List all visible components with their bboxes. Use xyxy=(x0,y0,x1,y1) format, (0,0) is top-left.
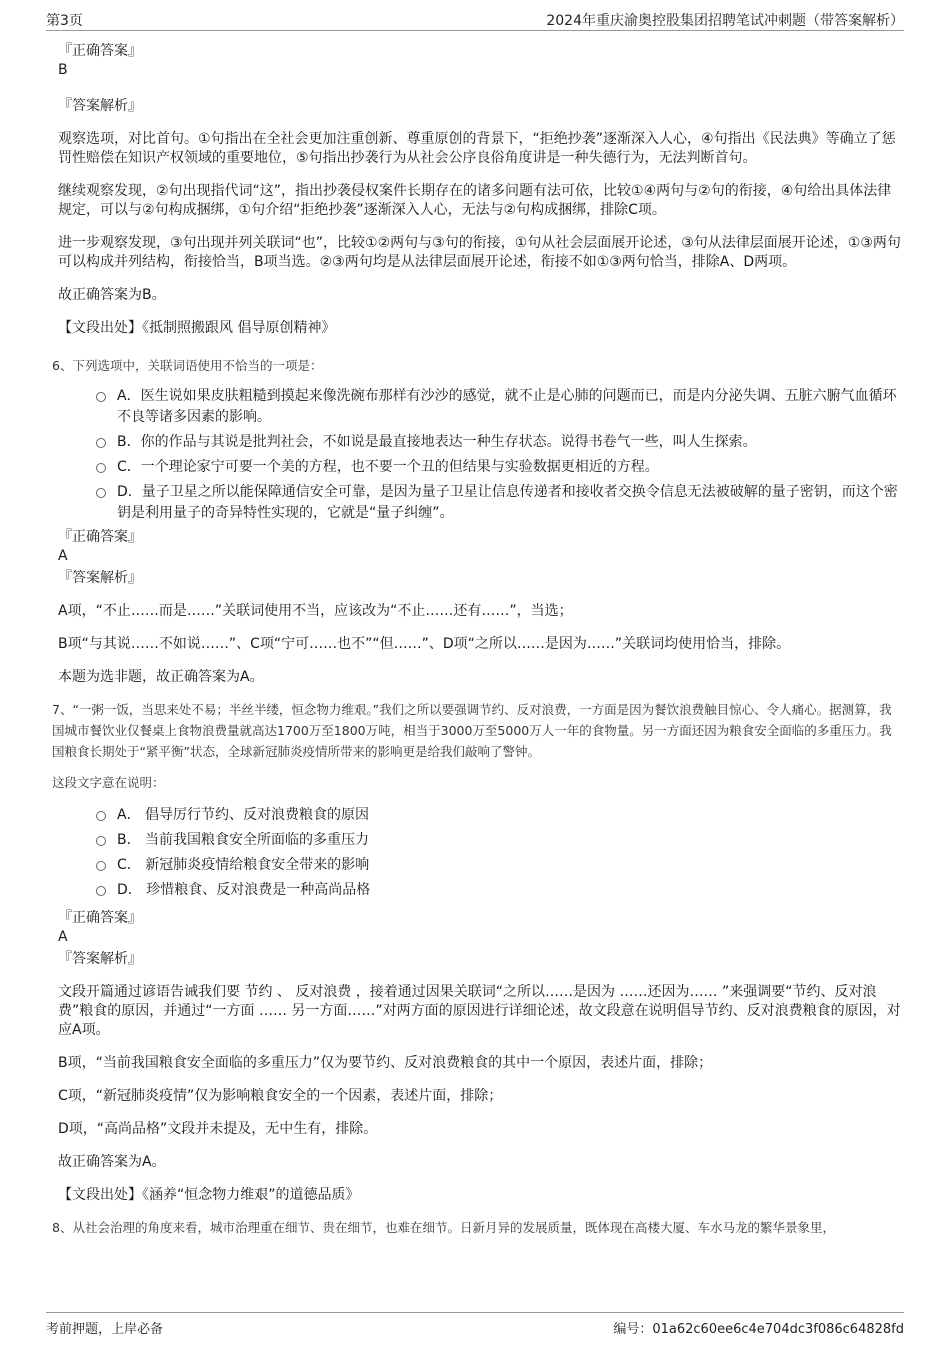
q5-answer-label: 『正确答案』 xyxy=(58,43,142,59)
option-text: C． 新冠肺炎疫情给粮食安全带来的影响 xyxy=(117,857,370,873)
option-text: D．量子卫星之所以能保障通信安全可靠，是因为量子卫星让信息传递者和接收者交换令信息无法被破解的量子密钥，而这个密钥是利用量子的奇异特性实现的，它就是“量子纠缠”。 xyxy=(117,484,898,521)
q7-option-d[interactable] xyxy=(52,880,904,901)
q7-answer-label: 『正确答案』 xyxy=(58,910,142,926)
radio-button[interactable] xyxy=(96,886,106,896)
page-header xyxy=(46,8,904,31)
page-content xyxy=(52,42,904,1238)
option-text: B．你的作品与其说是批判社会，不如说是最直接地表达一种生存状态。说得书卷气一些，叫人生探索。 xyxy=(117,434,757,450)
q7-option-b[interactable] xyxy=(52,830,904,851)
q7-analysis-label: 『答案解析』 xyxy=(58,951,142,967)
option-text: D． 珍惜粮食、反对浪费是一种高尚品格 xyxy=(117,882,371,898)
q8-question: 8、从社会治理的角度来看，城市治理重在细节、贵在细节，也难在细节。日新月异的发展质量，既体现在高楼大厦、车水马龙的繁华景象里， xyxy=(52,1220,835,1235)
q7-question: 7、“一粥一饭，当思来处不易；半丝半缕，恒念物力维艰。”我们之所以要强调节约、反对浪费，一方面是因为餐饮浪费触目惊心、令人痛心。据测算，我国城市餐饮业仅餐桌上食物浪费量就高达1700万至1800万吨，相当于3000万至5000万人一年的食物量。另一方面还因为粮食安全面临的多重压力。我国粮食长期处于“紧平衡”状态，全球新冠肺炎疫情所带来的影响更是给我们敲响了警钟。 xyxy=(52,702,892,759)
q6-answer-label: 『正确答案』 xyxy=(58,529,142,545)
q7-source: 【文段出处】《涵养“恒念物力维艰”的道德品质》 xyxy=(58,1187,360,1203)
q5-source: 【文段出处】《抵制照搬跟风 倡导原创精神》 xyxy=(58,320,336,336)
q7-analysis-para: B项，“当前我国粮食安全面临的多重压力”仅为要节约、反对浪费粮食的其中一个原因，表述片面，排除； xyxy=(58,1055,713,1071)
page-footer xyxy=(46,1312,904,1337)
option-text: A． 倡导厉行节约、反对浪费粮食的原因 xyxy=(117,807,370,823)
option-text: A．医生说如果皮肤粗糙到摸起来像洗碗布那样有沙沙的感觉，就不止是心肺的问题而已，而是内分泌失调、五脏六腑气血循环不良等诸多因素的影响。 xyxy=(117,388,897,425)
q5-analysis-para: 继续观察发现，②句出现指代词“这”，指出抄袭侵权案件长期存在的诸多问题有法可依，比较①④两句与②句的衔接，④句给出具体法律规定，可以与②句构成捆绑，①句介绍“拒绝抄袭”逐渐深入人心，无法与②句构成捆绑，排除C项。 xyxy=(58,183,892,218)
q6-option-c[interactable] xyxy=(52,457,904,478)
radio-button[interactable] xyxy=(96,392,106,402)
q7-analysis-para: D项，“高尚品格”文段并未提及，无中生有，排除。 xyxy=(58,1121,378,1137)
q6-analysis-para: A项，“不止……而是……”关联词使用不当，应该改为“不止……还有……”，当选； xyxy=(58,603,573,619)
radio-button[interactable] xyxy=(96,811,106,821)
q7-option-c[interactable] xyxy=(52,855,904,876)
radio-button[interactable] xyxy=(96,488,106,498)
q5-analysis-para: 观察选项，对比首句。①句指出在全社会更加注重创新、尊重原创的背景下，“拒绝抄袭”逐渐深入人心，④句指出《民法典》等确立了惩罚性赔偿在知识产权领域的重要地位，⑤句指出抄袭行为从社会公序良俗角度讲是一种失德行为，无法判断首句。 xyxy=(58,131,896,166)
radio-button[interactable] xyxy=(96,438,106,448)
footer-slogan: 考前押题，上岸必备 xyxy=(46,1322,164,1337)
q6-option-b[interactable] xyxy=(52,432,904,453)
radio-button[interactable] xyxy=(96,463,106,473)
q6-analysis-label: 『答案解析』 xyxy=(58,570,142,586)
document-code: 编号：01a62c60ee6c4e704dc3f086c64828fd xyxy=(613,1322,904,1337)
option-text: B． 当前我国粮食安全所面临的多重压力 xyxy=(117,832,370,848)
q5-analysis-label: 『答案解析』 xyxy=(58,98,142,114)
q7-analysis-para: 文段开篇通过谚语告诫我们要 节约 、 反对浪费 ，接着通过因果关联词“之所以……是因为 ……还因为…… ”来强调要“节约、反对浪费”粮食的原因，并通过“一方面 …… 另一方面……”对两方面的原因进行详细论述，故文段意在说明倡导节约、反对浪费粮食的原因，对应A项。 xyxy=(58,984,901,1038)
q7-answer: A xyxy=(58,929,68,945)
page-number: 第3页 xyxy=(46,13,83,29)
q5-answer: B xyxy=(58,62,68,78)
q6-analysis-para: B项“与其说……不如说……”、C项“宁可……也不”“但……”、D项“之所以……是因为……”关联词均使用恰当，排除。 xyxy=(58,636,791,652)
radio-button[interactable] xyxy=(96,861,106,871)
q7-analysis-para: C项，“新冠肺炎疫情”仅为影响粮食安全的一个因素，表述片面，排除； xyxy=(58,1088,503,1104)
q7-conclusion: 故正确答案为A。 xyxy=(58,1154,166,1170)
q5-conclusion: 故正确答案为B。 xyxy=(58,287,166,303)
q6-answer: A xyxy=(58,548,68,564)
q7-option-a[interactable] xyxy=(52,805,904,826)
q6-question: 6、下列选项中，关联词语使用不恰当的一项是： xyxy=(52,358,323,373)
document-title: 2024年重庆渝奥控股集团招聘笔试冲刺题（带答案解析） xyxy=(546,13,904,29)
option-text: C．一个理论家宁可要一个美的方程，也不要一个丑的但结果与实验数据更相近的方程。 xyxy=(117,459,659,475)
radio-button[interactable] xyxy=(96,836,106,846)
q6-option-d[interactable] xyxy=(52,482,904,524)
q6-conclusion: 本题为选非题，故正确答案为A。 xyxy=(58,669,264,685)
q6-option-a[interactable] xyxy=(52,386,904,428)
q5-analysis-para: 进一步观察发现，③句出现并列关联词“也”，比较①②两句与③句的衔接，①句从社会层面展开论述，③句从法律层面展开论述，①③两句可以构成并列结构，衔接恰当，B项当选。②③两句均是从法律层面展开论述，衔接不如①③两句恰当，排除A、D两项。 xyxy=(58,235,901,270)
q7-prompt: 这段文字意在说明： xyxy=(52,775,165,790)
